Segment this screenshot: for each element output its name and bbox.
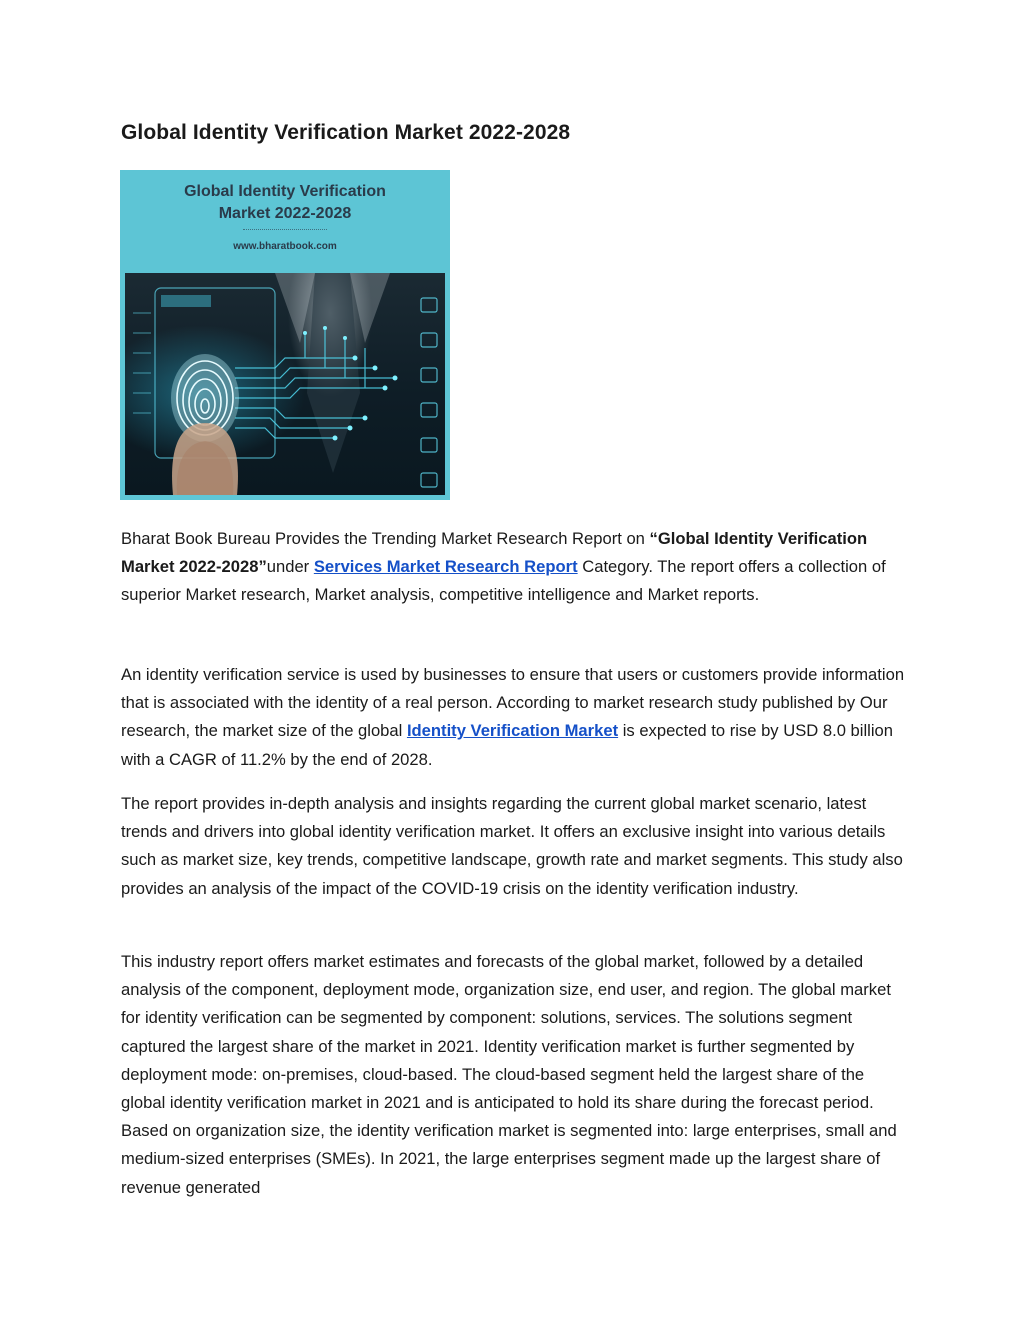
services-market-research-report-link[interactable]: Services Market Research Report (313, 557, 578, 577)
cover-url: www.bharatbook.com (233, 241, 337, 252)
cover-header (120, 170, 450, 273)
definition-text-2: is expected to rise by USD 8.0 billion with a CAGR of 11.2% by the end of 2028. (121, 721, 893, 769)
page-title: Global Identity Verification Market 2022-2028 (121, 121, 571, 144)
intro-text-3: Category. The report offers a collection of superior Market research, Market analysis, competitive intelligence and Market reports. (121, 557, 886, 605)
cover-title: Global Identity Verification Market 2022-2028 (184, 183, 386, 222)
cover-image (120, 170, 450, 500)
definition-text-1: An identity verification service is used by businesses to ensure that users or customers provide information that is associated with the identity of a real person. According to market research study published by Our research, the market size of the global (121, 665, 905, 741)
fingerprint-scan-photo (125, 273, 445, 495)
analysis-paragraph: The report provides in-depth analysis and insights regarding the current global market scenario, latest trends and drivers into global identity verification market. It offers an exclusive insight into various details such as market size, key trends, competitive landscape, growth rate and market segments. This study also provides an analysis of the impact of the COVID-19 crisis on the identity verification industry. (121, 794, 903, 898)
intro-text-1: Bharat Book Bureau Provides the Trending Market Research Report on (121, 529, 650, 548)
intro-text-2: under (266, 557, 314, 577)
intro-paragraph (121, 525, 911, 610)
cover-divider (243, 229, 327, 230)
fingerprint-scan-icon (125, 273, 445, 495)
identity-verification-market-link[interactable]: Identity Verification Market (406, 721, 619, 741)
definition-paragraph (121, 661, 911, 774)
segmentation-paragraph: This industry report offers market estimates and forecasts of the global market, followed by a detailed analysis of the component, deployment mode, organization size, end user, and region. The global market for identity verification can be segmented by component: solutions, services. The solutions segment captured the largest share of the market in 2021. Identity verification market is further segmented by deployment mode: on-premises, cloud-based. The cloud-based segment held the largest share of the global identity verification market in 2021 and is anticipated to hold its share during the forecast period. Based on organization size, the identity verification market is segmented into: large enterprises, small and medium-sized enterprises (SMEs). In 2021, the large enterprises segment made up the largest share of revenue generated (121, 952, 897, 1197)
report-title-bold: “Global Identity Verification Market 2022-2028” (121, 529, 868, 577)
